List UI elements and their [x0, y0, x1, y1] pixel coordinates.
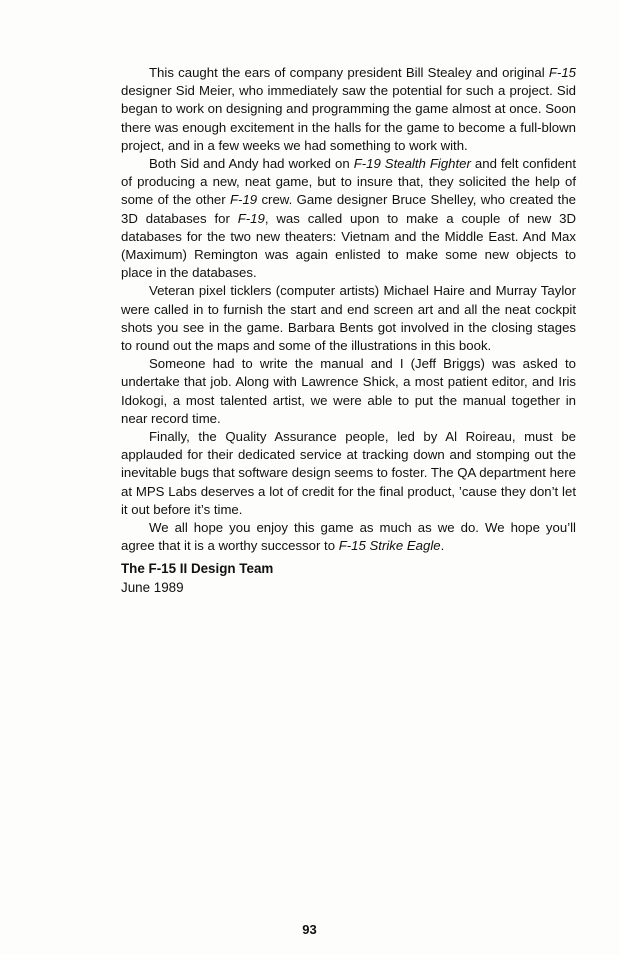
text-run: Someone had to write the manual and I (Jeff Briggs) was asked to undertake that job. Along with Lawrence Shick, a most patient editor, and Iris Idokogi, a most talented artist, we were able to put the manual together in near record time. [121, 356, 576, 426]
text-run: . [440, 538, 445, 554]
page-number: 93 [302, 922, 317, 937]
signature-date: June 1989 [121, 579, 184, 595]
paragraph [121, 355, 576, 428]
text-run: crew. Game designer Bruce Shelley, who created the 3D databases for [121, 192, 576, 226]
text-run: designer Sid Meier, who immediately saw the potential for such a project. Sid began to work on designing and programming the game almost at once. Soon there was enough excitement in the halls for the game to become a full-blown project, and in a few weeks we had something to work with. [121, 83, 576, 153]
paragraph [121, 519, 576, 555]
paragraph [121, 282, 576, 355]
signature-team: The F-15 II Design Team [121, 561, 274, 576]
text-run: and felt confident of producing a new, neat game, but to insure that, they solicited the help of some of the other [121, 156, 577, 208]
text-run: , was called upon to make a couple of new 3D databases for the two new theaters: Vietnam and the Middle East. And Max (Maximum) Remington was again enlisted to make some new objects to place in the databases. [121, 210, 576, 281]
text-run: Finally, the Quality Assurance people, led by Al Roireau, must be applauded for their dedicated service at tracking down and stomping out the inevitable bugs that software design seems to foster. The QA department here at MPS Labs deserves a lot of credit for the final product, ’cause they don’t let it out before it’s time. [121, 429, 576, 517]
text-run: Both Sid and Andy had worked on [149, 156, 354, 172]
paragraph [121, 155, 576, 282]
italic-title: F-15 [548, 65, 576, 80]
paragraph [121, 428, 576, 519]
text-run: Veteran pixel ticklers (computer artists) Michael Haire and Murray Taylor were called in to furnish the start and end screen art and all the neat cockpit shots you see in the game. Barbara Bents got involved in the closing stages to round out the maps and some of the illustrations in this book. [121, 283, 576, 354]
italic-title: F-19 [237, 210, 265, 226]
italic-title: F-15 Strike Eagle [338, 538, 441, 554]
text-run: This caught the ears of company president Bill Stealey and original [149, 65, 549, 80]
italic-title: F-19 Stealth Fighter [353, 156, 471, 172]
body-text [121, 64, 576, 555]
signature-block [121, 560, 576, 597]
paragraph [121, 64, 576, 155]
italic-title: F-19 [230, 192, 258, 208]
text-run: We all hope you enjoy this game as much as we do. We hope you’ll agree that it is a worthy successor to [121, 520, 576, 554]
